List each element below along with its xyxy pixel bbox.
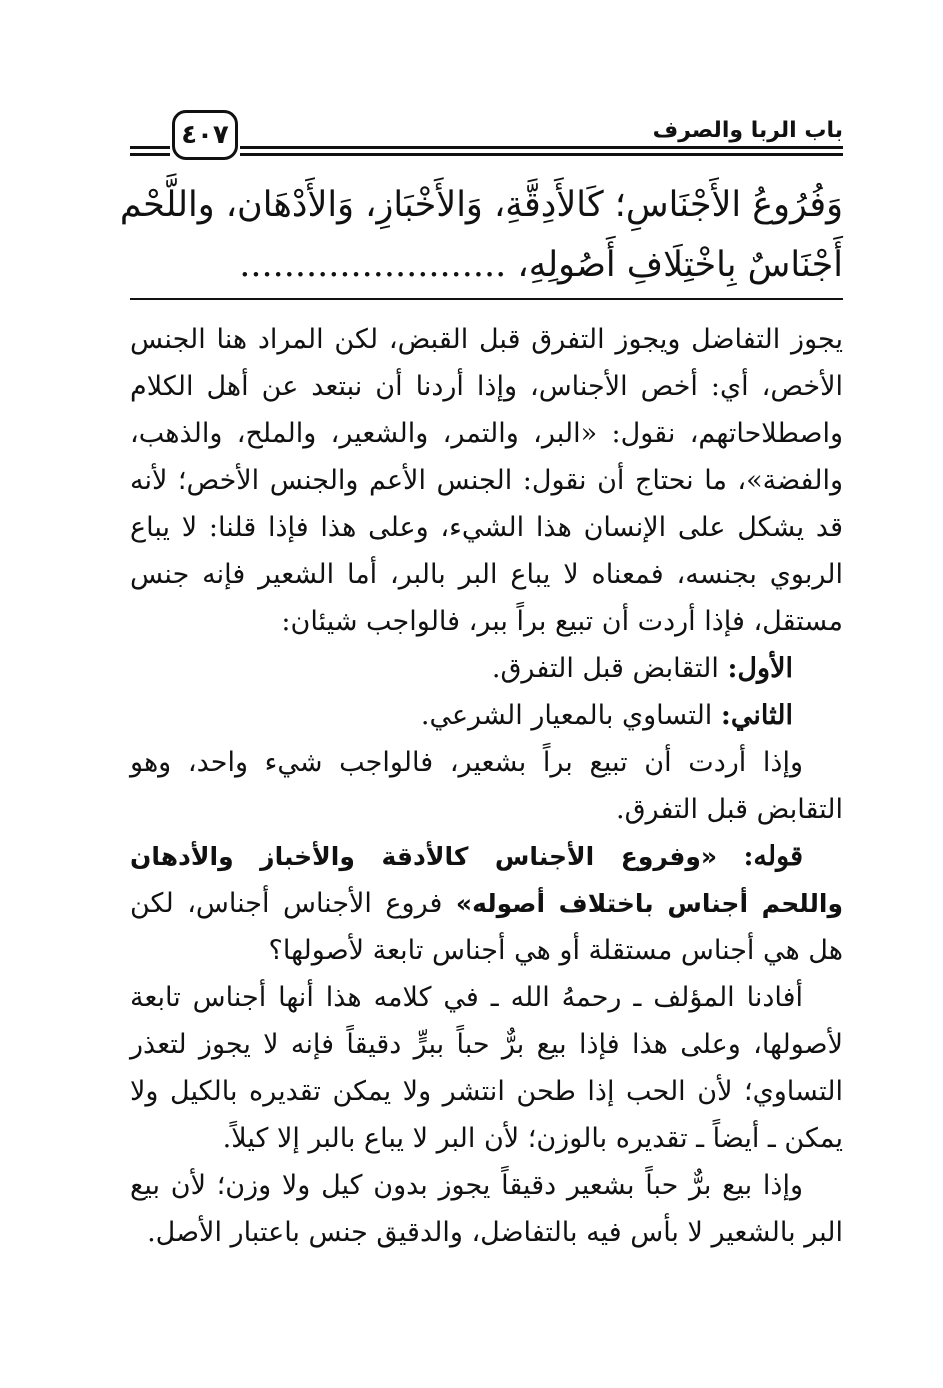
paragraph-3-text: فروع الأجناس أجناس، لكن هل هي أجناس مستقلة أو هي أجناس تابعة لأصولها؟ <box>130 888 843 966</box>
header-rule-left-bottom <box>130 153 170 156</box>
paragraph-1: يجوز التفاضل ويجوز التفرق قبل القبض، لكن المراد هنا الجنس الأخص، أي: أخص الأجناس، وإذا أردنا أن نبتعد عن أهل الكلام واصطلاحاتهم، نقول: «البر، والتمر، والشعير، والملح، والذهب، والفضة»، ما نحتاج أن نقول: الجنس الأعم والجنس الأخص؛ لأنه قد يشكل على الإنسان هذا الشيء، وعلى هذا فإذا قلنا: لا يباع الربوي بجنسه، فمعناه لا يباع البر بالبر، أما الشعير فإنه جنس مستقل، فإذا أردت أن تبيع براً ببر، فالواجب شيئان: <box>130 324 843 637</box>
header-rule-left-top <box>130 146 170 149</box>
page-number-box <box>172 110 238 160</box>
list-item-second <box>130 692 843 739</box>
page-number: ٤٠٧ <box>181 120 229 150</box>
paragraph-3-label: قوله: <box>743 841 803 872</box>
list-item-second-label: الثاني: <box>720 700 793 731</box>
matn-text <box>119 175 843 295</box>
paragraph-4: أفادنا المؤلف ـ رحمهُ الله ـ في كلامه هذا أنها أجناس تابعة لأصولها، وعلى هذا فإذا بيع برٌّ حباً ببرٍّ دقيقاً فإنه لا يجوز لتعذر التساوي؛ لأن الحب إذا طحن انتشر ولا يمكن تقديره بالكيل ولا يمكن ـ أيضاً ـ تقديره بالوزن؛ لأن البر لا يباع بالبر إلا كيلاً. <box>130 982 843 1154</box>
header-rule-right-bottom <box>240 153 843 156</box>
paragraph-3-quote: «وفروع الأجناس كالأدقة والأخباز والأدهان واللحم أجناس باختلاف أصوله» <box>130 842 843 918</box>
commentary-body <box>130 316 843 1256</box>
paragraph-2: وإذا أردت أن تبيع براً بشعير، فالواجب شيء واحد، وهو التقابض قبل التفرق. <box>130 747 843 825</box>
list-item-first-text: التقابض قبل التفرق. <box>491 653 719 684</box>
paragraph-3 <box>130 833 843 974</box>
page-header <box>0 0 943 170</box>
paragraph-5: وإذا بيع برٌّ حباً بشعير دقيقاً يجوز بدون كيل ولا وزن؛ لأن بيع البر بالشعير لا بأس فيه بالتفاضل، والدقيق جنس باعتبار الأصل. <box>130 1170 843 1248</box>
matn-line-1: وَفُرُوعُ الأَجْنَاسِ؛ كَالأَدِقَّةِ، وَالأَخْبَازِ، وَالأَدْهَان، واللَّحْم <box>119 185 843 225</box>
list-item-first-label: الأول: <box>727 653 793 684</box>
matn-line-2-text: أَجْنَاسٌ بِاخْتِلَافِ أَصُولِهِ، <box>517 245 843 285</box>
matn-line-2 <box>130 235 843 295</box>
header-rule-right-top <box>240 146 843 149</box>
matn-dots: ........................ <box>239 245 507 285</box>
list-item-first <box>130 645 843 692</box>
separator-line <box>130 298 843 300</box>
list-item-second-text: التساوي بالمعيار الشرعي. <box>420 700 713 731</box>
chapter-title: باب الربا والصرف <box>652 118 843 143</box>
